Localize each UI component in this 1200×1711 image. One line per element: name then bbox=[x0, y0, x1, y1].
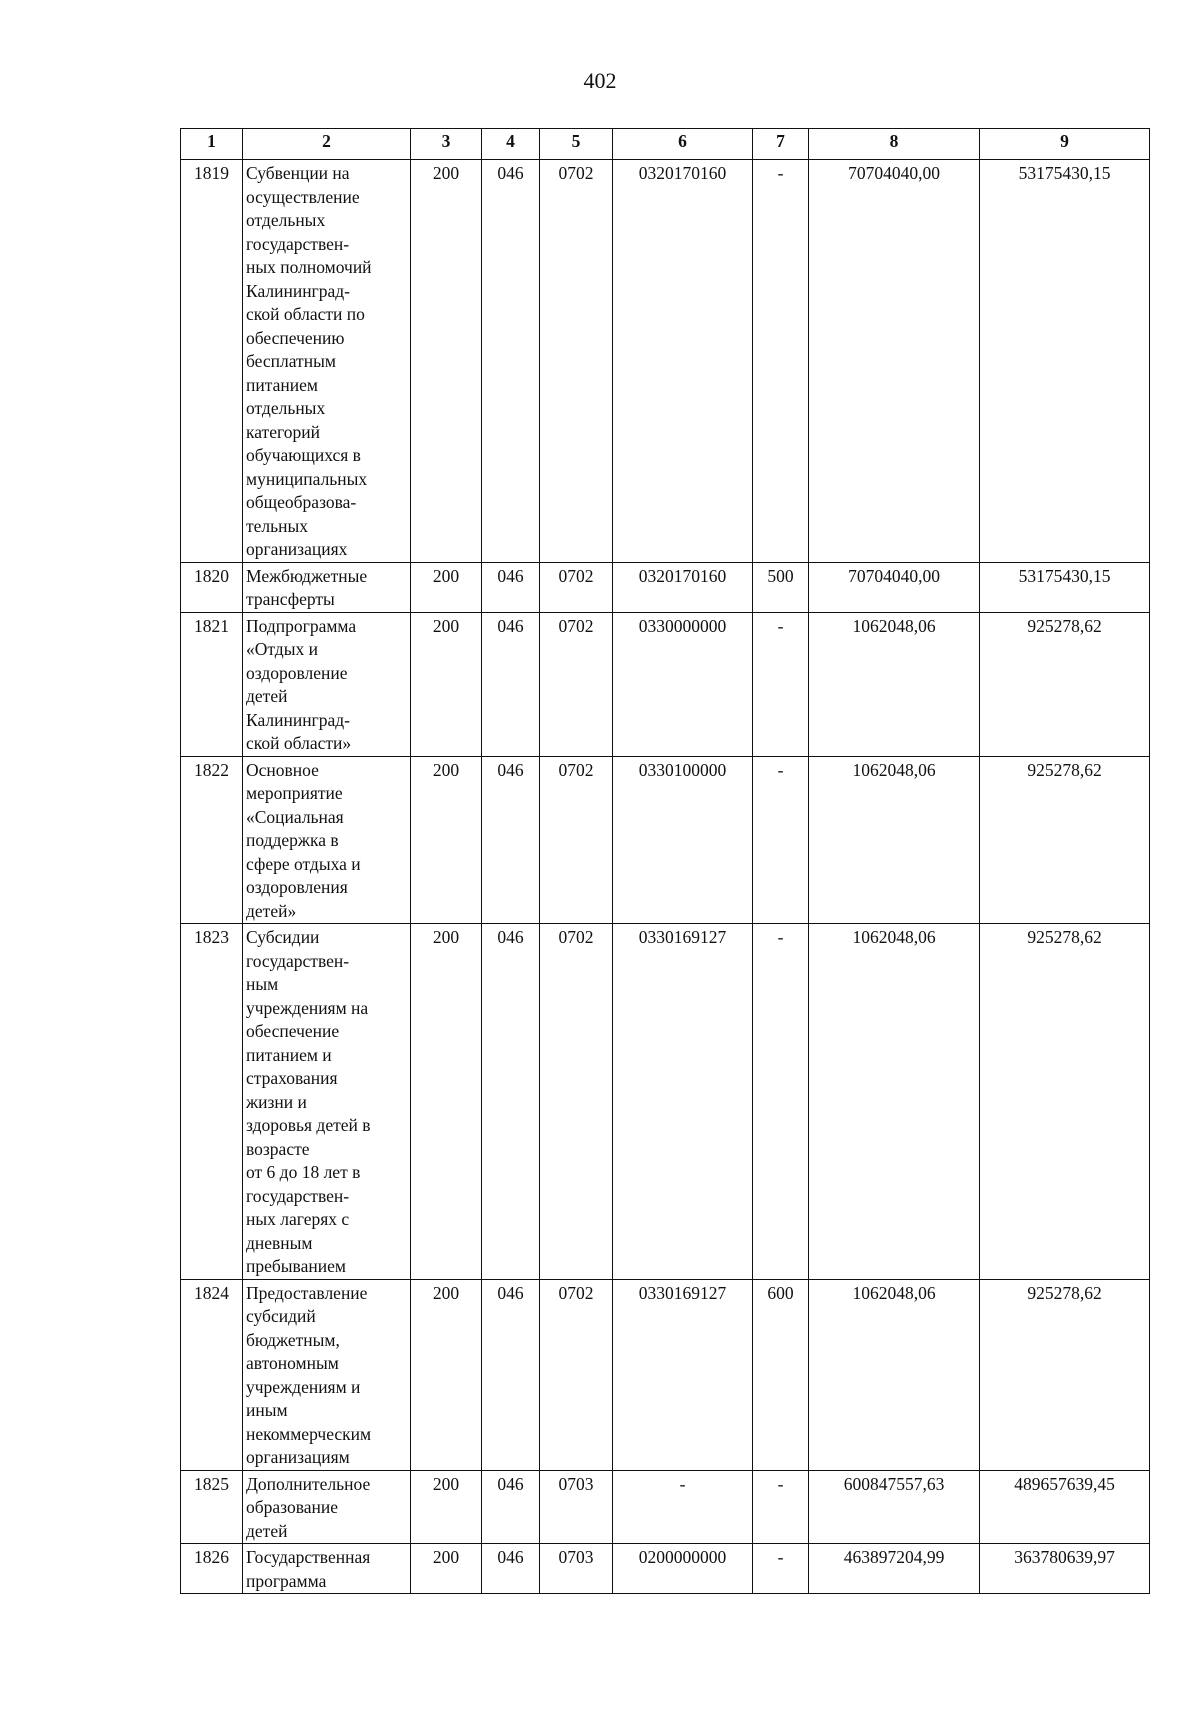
row-col-9: 925278,62 bbox=[980, 1279, 1150, 1470]
table-row bbox=[181, 1544, 1150, 1594]
row-col-7: - bbox=[753, 160, 809, 563]
row-col-9: 53175430,15 bbox=[980, 160, 1150, 563]
row-col-3: 200 bbox=[411, 924, 482, 1280]
budget-table bbox=[180, 128, 1150, 1594]
header-col-6: 6 bbox=[613, 129, 753, 160]
row-col-3: 200 bbox=[411, 1544, 482, 1594]
row-col-4: 046 bbox=[482, 1279, 540, 1470]
row-col-9: 925278,62 bbox=[980, 924, 1150, 1280]
row-col-7: 600 bbox=[753, 1279, 809, 1470]
row-number: 1824 bbox=[181, 1279, 243, 1470]
row-col-7: - bbox=[753, 612, 809, 756]
row-col-7: - bbox=[753, 924, 809, 1280]
row-col-8: 600847557,63 bbox=[809, 1470, 980, 1544]
row-col-5: 0702 bbox=[540, 160, 613, 563]
row-col-9: 53175430,15 bbox=[980, 562, 1150, 612]
row-col-6: 0320170160 bbox=[613, 160, 753, 563]
row-col-9: 489657639,45 bbox=[980, 1470, 1150, 1544]
row-name: Государственная программа bbox=[243, 1544, 411, 1594]
table-header bbox=[181, 129, 1150, 160]
row-name: Основное мероприятие «Социальная поддержка в сфере отдыха и оздоровления детей» bbox=[243, 756, 411, 924]
row-col-7: 500 bbox=[753, 562, 809, 612]
header-col-8: 8 bbox=[809, 129, 980, 160]
row-col-6: - bbox=[613, 1470, 753, 1544]
table-row bbox=[181, 562, 1150, 612]
row-col-6: 0330169127 bbox=[613, 1279, 753, 1470]
row-col-5: 0702 bbox=[540, 756, 613, 924]
row-col-7: - bbox=[753, 756, 809, 924]
row-name: Межбюджетные трансферты bbox=[243, 562, 411, 612]
row-col-5: 0702 bbox=[540, 924, 613, 1280]
row-name: Дополнительное образование детей bbox=[243, 1470, 411, 1544]
row-col-8: 1062048,06 bbox=[809, 756, 980, 924]
row-col-8: 1062048,06 bbox=[809, 612, 980, 756]
row-col-8: 463897204,99 bbox=[809, 1544, 980, 1594]
row-col-3: 200 bbox=[411, 756, 482, 924]
table-row bbox=[181, 612, 1150, 756]
row-col-5: 0702 bbox=[540, 1279, 613, 1470]
row-col-8: 1062048,06 bbox=[809, 924, 980, 1280]
header-row bbox=[181, 129, 1150, 160]
row-number: 1825 bbox=[181, 1470, 243, 1544]
header-col-9: 9 bbox=[980, 129, 1150, 160]
row-col-4: 046 bbox=[482, 756, 540, 924]
row-number: 1822 bbox=[181, 756, 243, 924]
row-col-3: 200 bbox=[411, 612, 482, 756]
table-row bbox=[181, 1279, 1150, 1470]
header-col-1: 1 bbox=[181, 129, 243, 160]
row-number: 1820 bbox=[181, 562, 243, 612]
row-col-6: 0330100000 bbox=[613, 756, 753, 924]
row-col-5: 0703 bbox=[540, 1470, 613, 1544]
row-col-7: - bbox=[753, 1544, 809, 1594]
row-name: Предоставление субсидий бюджетным, автономным учреждениям и иным некоммерческим организациям bbox=[243, 1279, 411, 1470]
header-col-4: 4 bbox=[482, 129, 540, 160]
row-col-4: 046 bbox=[482, 924, 540, 1280]
header-col-3: 3 bbox=[411, 129, 482, 160]
row-number: 1826 bbox=[181, 1544, 243, 1594]
row-col-3: 200 bbox=[411, 160, 482, 563]
row-number: 1823 bbox=[181, 924, 243, 1280]
row-col-5: 0702 bbox=[540, 612, 613, 756]
row-col-5: 0702 bbox=[540, 562, 613, 612]
table-row bbox=[181, 160, 1150, 563]
table-row bbox=[181, 756, 1150, 924]
row-col-4: 046 bbox=[482, 562, 540, 612]
row-number: 1819 bbox=[181, 160, 243, 563]
table-row bbox=[181, 1470, 1150, 1544]
row-col-3: 200 bbox=[411, 562, 482, 612]
row-col-4: 046 bbox=[482, 1470, 540, 1544]
row-col-9: 925278,62 bbox=[980, 612, 1150, 756]
row-col-4: 046 bbox=[482, 1544, 540, 1594]
row-col-8: 70704040,00 bbox=[809, 562, 980, 612]
table-body bbox=[181, 160, 1150, 1594]
row-col-4: 046 bbox=[482, 612, 540, 756]
row-col-6: 0200000000 bbox=[613, 1544, 753, 1594]
header-col-5: 5 bbox=[540, 129, 613, 160]
row-col-6: 0320170160 bbox=[613, 562, 753, 612]
row-col-3: 200 bbox=[411, 1279, 482, 1470]
row-name: Субвенции на осуществление отдельных государствен- ных полномочий Калининград- ской области по обеспечению бесплатным питанием отдельных категорий обучающихся в муниципальных общеобразова- тельных организациях bbox=[243, 160, 411, 563]
row-name: Подпрограмма «Отдых и оздоровление детей Калининград- ской области» bbox=[243, 612, 411, 756]
row-col-4: 046 bbox=[482, 160, 540, 563]
row-name: Субсидии государствен- ным учреждениям на обеспечение питанием и страхования жизни и здоровья детей в возрасте от 6 до 18 лет в государствен- ных лагерях с дневным пребыванием bbox=[243, 924, 411, 1280]
table-row bbox=[181, 924, 1150, 1280]
row-col-8: 70704040,00 bbox=[809, 160, 980, 563]
row-col-6: 0330169127 bbox=[613, 924, 753, 1280]
row-col-8: 1062048,06 bbox=[809, 1279, 980, 1470]
row-col-5: 0703 bbox=[540, 1544, 613, 1594]
row-col-7: - bbox=[753, 1470, 809, 1544]
row-col-9: 363780639,97 bbox=[980, 1544, 1150, 1594]
row-number: 1821 bbox=[181, 612, 243, 756]
page-number: 402 bbox=[583, 68, 617, 93]
header-col-2: 2 bbox=[243, 129, 411, 160]
row-col-3: 200 bbox=[411, 1470, 482, 1544]
row-col-9: 925278,62 bbox=[980, 756, 1150, 924]
row-col-6: 0330000000 bbox=[613, 612, 753, 756]
header-col-7: 7 bbox=[753, 129, 809, 160]
